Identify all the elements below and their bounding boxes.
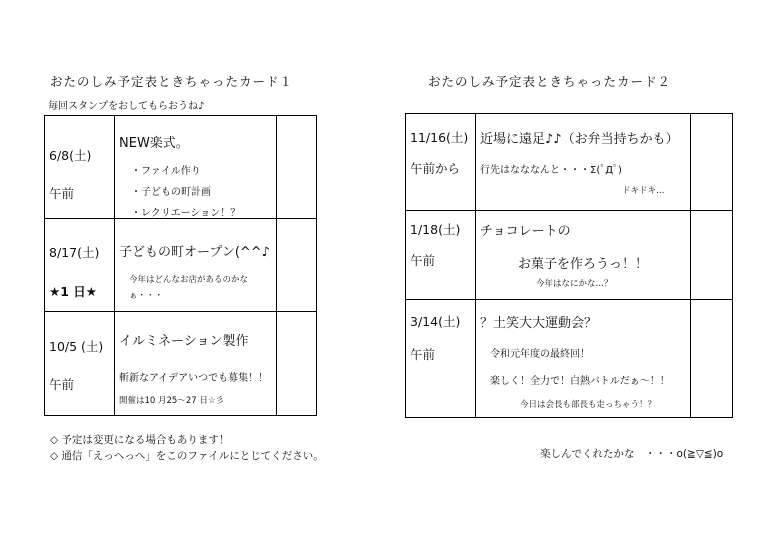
date: 6/8(土)	[49, 148, 92, 163]
event-title: NEW楽式。	[119, 136, 189, 151]
event-detail: ・レクリエーション！？	[131, 208, 241, 219]
time: 午前	[49, 186, 75, 201]
event-detail: 楽しく！全力で！白熱バトルだぁ〜！！	[490, 376, 670, 387]
schedule-row	[406, 300, 733, 418]
time: 午前	[410, 253, 436, 268]
content-cell	[476, 300, 691, 418]
event-title: ？土笑大大運動会？	[480, 316, 598, 331]
event-detail: 今年はどんなお店があるのかな	[129, 275, 249, 285]
stamp-box[interactable]	[691, 211, 733, 300]
date-cell	[45, 116, 115, 219]
event-detail: お菓子を作ろうっ！！	[518, 257, 649, 272]
content-cell	[115, 219, 277, 312]
date: 10/5 (土)	[49, 339, 104, 354]
stamp-box[interactable]	[691, 114, 733, 211]
card1-title: おたのしみ予定表ときちゃったカード１	[50, 74, 294, 89]
time: 午前	[49, 377, 75, 392]
date-cell	[406, 211, 476, 300]
event-detail: ・子どもの町計画	[131, 187, 211, 198]
event-detail: 今年はなにかな…？	[536, 279, 613, 289]
schedule-card-1	[44, 115, 317, 416]
date-cell	[45, 312, 115, 416]
content-cell	[476, 211, 691, 300]
date: 1/18(土)	[410, 222, 461, 237]
event-title: イルミネーション製作	[119, 334, 249, 349]
stamp-box[interactable]	[277, 219, 317, 312]
event-detail: 開催は10 月25〜27 日☆彡	[119, 396, 224, 406]
schedule-card-2	[405, 113, 733, 418]
schedule-row	[406, 114, 733, 211]
content-cell	[476, 114, 691, 211]
event-detail: ドキドキ…	[622, 186, 665, 196]
date: 11/16(土)	[410, 130, 469, 145]
event-detail: 今日は会長も部長も走っちゃう！？	[520, 400, 657, 410]
card1-subtitle: 毎回スタンプをおしてもらおうね♪	[48, 101, 205, 112]
time: 午前から	[410, 161, 461, 176]
card2-footer: 楽しんでくれたかな ・・・o(≧▽≦)o	[540, 448, 724, 460]
stamp-box[interactable]	[691, 300, 733, 418]
stamp-box[interactable]	[277, 116, 317, 219]
content-cell	[115, 312, 277, 416]
content-cell	[115, 116, 277, 219]
event-detail: ぁ・・・	[129, 291, 164, 301]
stamp-box[interactable]	[277, 312, 317, 416]
event-title: チョコレートの	[480, 224, 571, 239]
card2-title: おたのしみ予定表ときちゃったカード２	[428, 74, 672, 89]
schedule-row	[45, 219, 317, 312]
event-title: 子どもの町オープン(^^♪	[119, 245, 270, 260]
date-cell	[406, 114, 476, 211]
note: ◇ 通信「えっへっへ」をこのファイルにとじてください。	[50, 450, 324, 462]
time: 午前	[410, 347, 436, 362]
event-detail: ・ファイル作り	[131, 166, 201, 177]
date-cell	[45, 219, 115, 312]
date: 3/14(土)	[410, 314, 461, 329]
date: 8/17(土)	[49, 245, 100, 260]
schedule-row	[406, 211, 733, 300]
time: ★1 日★	[49, 284, 97, 299]
event-detail: 令和元年度の最終回！	[490, 349, 590, 360]
schedule-row	[45, 312, 317, 416]
schedule-row	[45, 116, 317, 219]
event-detail: 斬新なアイデアいつでも募集！！	[119, 373, 269, 384]
note: ◇ 予定は変更になる場合もあります！	[50, 434, 230, 446]
event-detail: 行先はなななんと・・・Σ(ﾟДﾟ)	[480, 165, 622, 176]
event-title: 近場に遠足♪♪（お弁当持ちかも）	[480, 132, 679, 147]
date-cell	[406, 300, 476, 418]
